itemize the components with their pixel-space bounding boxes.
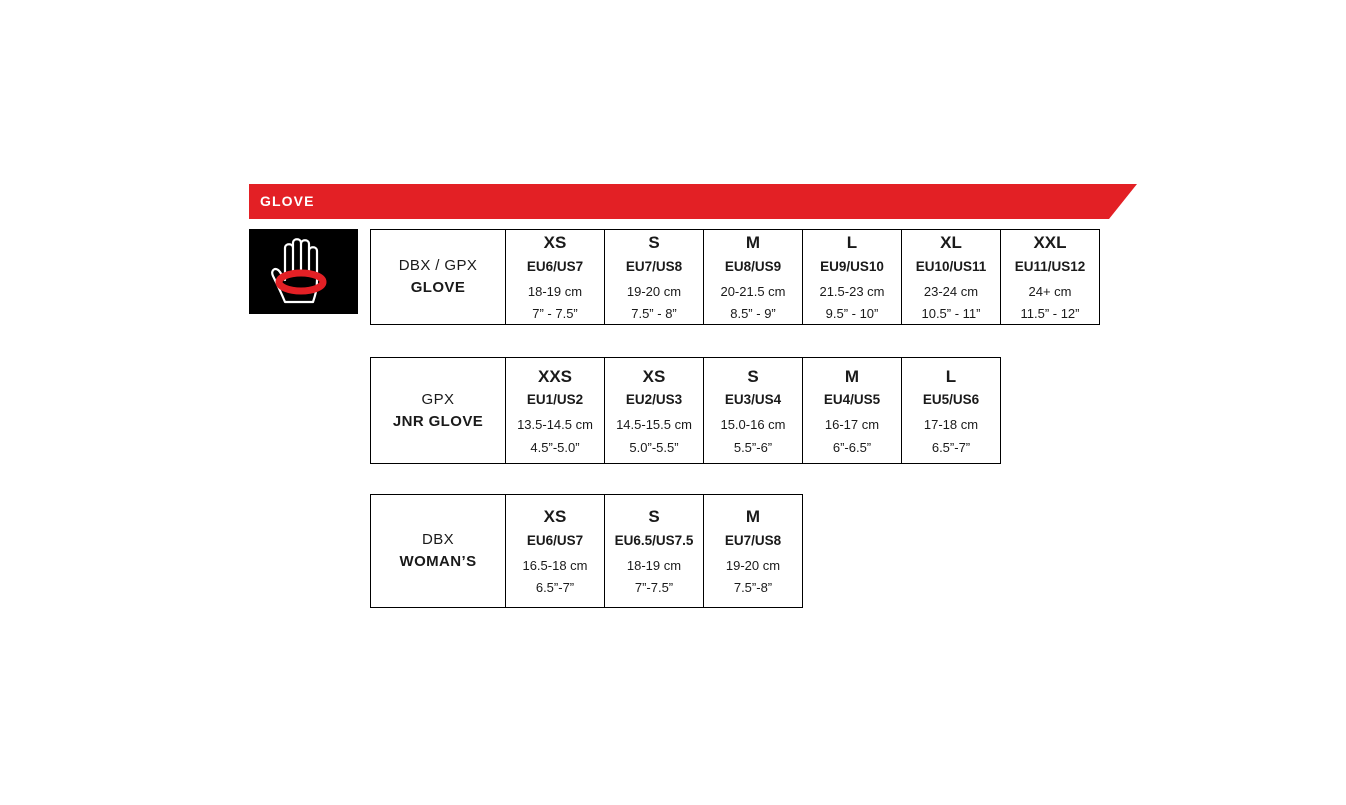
size-inch: 7”-7.5” — [634, 580, 674, 596]
row-label-gpx-jnr-glove — [371, 358, 506, 464]
size-inch: 11.5” - 12” — [1020, 306, 1080, 322]
row-label-dbx-gpx-glove — [371, 230, 506, 325]
size-cell-m — [704, 495, 803, 608]
banner-shape — [249, 184, 1137, 219]
size-cm: 16.5-18 cm — [522, 557, 588, 573]
size-code: EU5/US6 — [922, 392, 980, 408]
size-inch: 6.5”-7” — [931, 439, 971, 455]
size-code: EU2/US3 — [625, 392, 683, 408]
size-cell-xxs — [506, 358, 605, 464]
size-code: EU6.5/US7.5 — [614, 532, 694, 548]
size-cm: 16-17 cm — [824, 417, 880, 433]
size-cm: 20-21.5 cm — [720, 283, 786, 299]
size-inch: 10.5” - 11” — [921, 306, 981, 322]
size-cm: 19-20 cm — [626, 283, 682, 299]
row-label-top: DBX — [421, 531, 455, 549]
size-inch: 7” - 7.5” — [532, 306, 578, 322]
size-cm: 15.0-16 cm — [720, 417, 786, 433]
size-code: EU9/US10 — [820, 258, 884, 274]
row-label-bottom: WOMAN’S — [399, 553, 477, 570]
banner-title: GLOVE — [260, 193, 315, 209]
size-cm: 14.5-15.5 cm — [616, 417, 692, 433]
size-name: XS — [642, 366, 666, 386]
size-cm: 21.5-23 cm — [819, 283, 885, 299]
size-name: XS — [543, 507, 567, 527]
size-cell-xl — [902, 230, 1001, 325]
size-inch: 5.0”-5.5” — [629, 439, 679, 455]
size-inch: 8.5” - 9” — [730, 306, 776, 322]
size-cell-xs — [506, 230, 605, 325]
size-inch: 6”-6.5” — [832, 439, 872, 455]
glove-icon — [254, 232, 354, 312]
size-code: EU11/US12 — [1014, 258, 1086, 274]
size-cell-l — [803, 230, 902, 325]
table-gpx-jnr-glove — [370, 357, 1001, 464]
size-name: XXL — [1033, 233, 1067, 252]
size-code: EU7/US8 — [724, 532, 782, 548]
size-code: EU8/US9 — [724, 258, 782, 274]
size-cm: 18-19 cm — [527, 283, 583, 299]
size-cell-m — [803, 358, 902, 464]
size-cell-xs — [506, 495, 605, 608]
size-inch: 4.5”-5.0” — [530, 439, 580, 455]
size-name: L — [945, 366, 957, 386]
table-row — [371, 230, 1100, 325]
size-inch: 7.5”-8” — [733, 580, 773, 596]
size-code: EU6/US7 — [526, 258, 584, 274]
row-label-top: DBX / GPX — [398, 257, 478, 275]
size-cell-l — [902, 358, 1001, 464]
size-name: M — [745, 507, 761, 527]
table-row — [371, 495, 803, 608]
size-cell-xs — [605, 358, 704, 464]
size-cell-s — [704, 358, 803, 464]
size-cm: 23-24 cm — [923, 283, 979, 299]
row-label-bottom: GLOVE — [410, 278, 466, 296]
size-cm: 17-18 cm — [923, 417, 979, 433]
size-name: XL — [940, 233, 962, 252]
size-code: EU10/US11 — [915, 258, 987, 274]
glove-section-banner — [249, 184, 1137, 219]
size-inch: 5.5”-6” — [733, 439, 773, 455]
size-code: EU6/US7 — [526, 532, 584, 548]
table-dbx-gpx-glove — [370, 229, 1100, 325]
size-cell-xxl — [1001, 230, 1100, 325]
size-name: M — [844, 366, 860, 386]
row-label-top: GPX — [421, 390, 455, 408]
size-cm: 13.5-14.5 cm — [517, 417, 593, 433]
size-name: XS — [543, 233, 567, 252]
size-code: EU3/US4 — [724, 392, 782, 408]
size-code: EU7/US8 — [625, 258, 683, 274]
table-dbx-womans — [370, 494, 803, 608]
size-inch: 7.5” - 8” — [631, 306, 677, 322]
size-code: EU4/US5 — [823, 392, 881, 408]
size-cell-s — [605, 230, 704, 325]
size-name: S — [648, 233, 660, 252]
size-cm: 19-20 cm — [725, 557, 781, 573]
size-code: EU1/US2 — [526, 392, 584, 408]
size-cell-m — [704, 230, 803, 325]
size-name: M — [745, 233, 761, 252]
size-name: S — [747, 366, 759, 386]
table-row — [371, 358, 1001, 464]
size-name: L — [846, 233, 858, 252]
size-cell-s — [605, 495, 704, 608]
size-inch: 6.5”-7” — [535, 580, 575, 596]
row-label-bottom: JNR GLOVE — [392, 412, 484, 430]
size-cm: 18-19 cm — [626, 557, 682, 573]
glove-illustration — [249, 229, 358, 314]
size-inch: 9.5” - 10” — [825, 306, 879, 322]
size-name: XXS — [537, 366, 573, 386]
size-cm: 24+ cm — [1028, 283, 1072, 299]
size-name: S — [648, 507, 660, 527]
row-label-dbx-womans — [371, 495, 506, 608]
